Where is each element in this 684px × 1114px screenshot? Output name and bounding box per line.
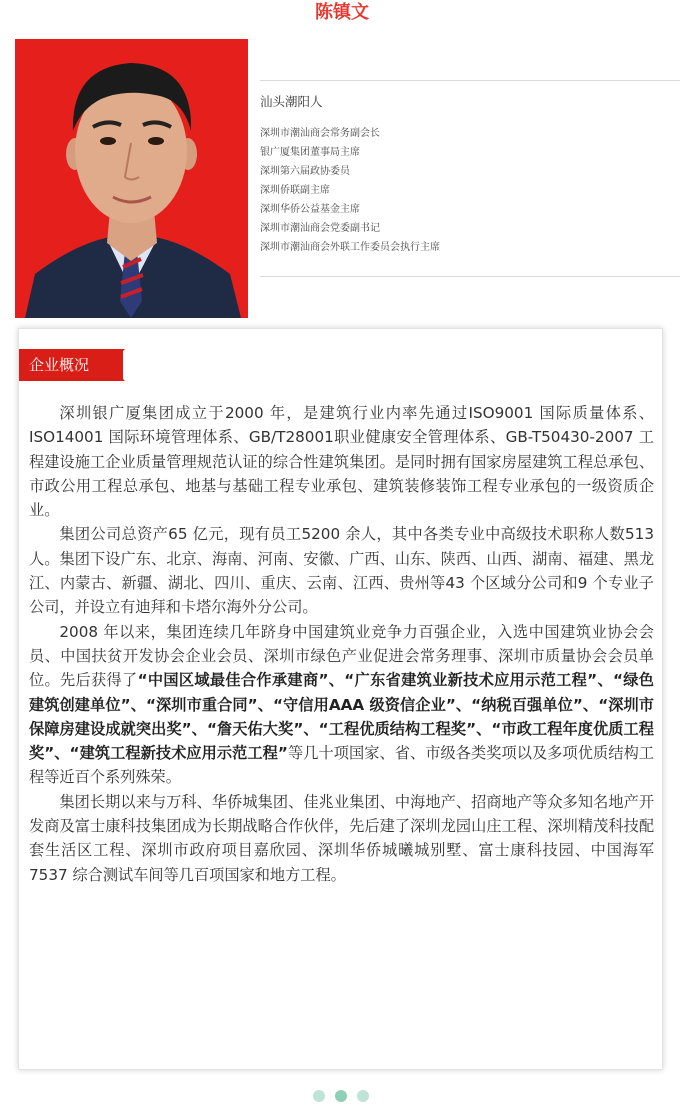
portrait-photo bbox=[15, 39, 248, 318]
paragraph-awards bbox=[29, 620, 654, 790]
awards-outro: 等几十项国家、省、市级各类奖项以及多项优质结构工程等近百个系列殊荣。 bbox=[29, 744, 655, 787]
awards-list: “中国区域最佳合作承建商”、“广东省建筑业新技术应用示范工程”、“绿色建筑创建单位”、“深圳市重合同”、“守信用AAA 级资信企业”、“纳税百强单位”、“深圳市保障房建设成就突出奖”、“詹天佑大奖”、“工程优质结构工程奖”、“市政工程年度优质工程奖”、“建筑工程新技术应用示范工程” bbox=[29, 671, 654, 763]
title-list bbox=[260, 124, 440, 257]
page-dot-2[interactable] bbox=[335, 1090, 347, 1102]
paragraph-founding: 深圳银广厦集团成立于2000 年，是建筑行业内率先通过ISO9001 国际质量体系、ISO14001 国际环境管理体系、GB/T28001职业健康安全管理体系、GB-T50430-2007 工程建设施工企业质量管理规范认证的综合性建筑集团。是同时拥有国家房屋建筑工程总承包、市政公用工程总承包、地基与基础工程专业承包、建筑装修装饰工程专业承包的一级资质企业。 bbox=[29, 404, 654, 520]
page-dot-1[interactable] bbox=[313, 1090, 325, 1102]
divider-bottom bbox=[260, 276, 680, 277]
title-item: 深圳第六届政协委员 bbox=[260, 166, 350, 177]
pagination-dots bbox=[313, 1090, 369, 1102]
awards-intro: 2008 年以来，集团连续几年跻身中国建筑业竞争力百强企业，入选中国建筑业协会会员、中国扶贫开发协会企业会员、深圳市绿色产业促进会常务理事、深圳市质量协会会员单位。先后获得了 bbox=[29, 622, 654, 690]
divider-top bbox=[260, 80, 680, 81]
title-item: 深圳华侨公益基金主席 bbox=[260, 204, 360, 215]
company-overview-card bbox=[18, 328, 663, 1070]
hometown: 汕头潮阳人 bbox=[260, 94, 323, 109]
paragraph-partners: 集团长期以来与万科、华侨城集团、佳兆业集团、中海地产、招商地产等众多知名地产开发商及富士康科技集团成为长期战略合作伙伴，先后建了深圳龙园山庄工程、深圳精茂科技配套生活区工程、深圳市政府项目嘉欣园、深圳华侨城曦城别墅、富士康科技园、中国海军7537 综合测试车间等几百项国家和地方工程。 bbox=[29, 792, 654, 884]
page-dot-3[interactable] bbox=[357, 1090, 369, 1102]
title-item: 深圳市潮汕商会常务副会长 bbox=[260, 128, 380, 139]
title-item: 深圳市潮汕商会外联工作委员会执行主席 bbox=[260, 242, 440, 253]
section-tag: 企业概况 bbox=[19, 349, 123, 381]
overview-text bbox=[29, 401, 654, 887]
title-item: 银广厦集团董事局主席 bbox=[260, 147, 360, 158]
title-item: 深圳侨联副主席 bbox=[260, 185, 330, 196]
person-name: 陈镇文 bbox=[315, 2, 369, 23]
tag-ribbon-tail bbox=[107, 349, 125, 381]
paragraph-scale: 集团公司总资产65 亿元，现有员工5200 余人，其中各类专业中高级技术职称人数513 人。集团下设广东、北京、海南、河南、安徽、广西、山东、陕西、山西、湖南、福建、黑龙江、内蒙古、新疆、湖北、四川、重庆、云南、江西、贵州等43 个区域分公司和9 个专业子公司，并设立有迪拜和卡塔尔海外分公司。 bbox=[29, 525, 654, 617]
title-item: 深圳市潮汕商会党委副书记 bbox=[260, 223, 380, 234]
